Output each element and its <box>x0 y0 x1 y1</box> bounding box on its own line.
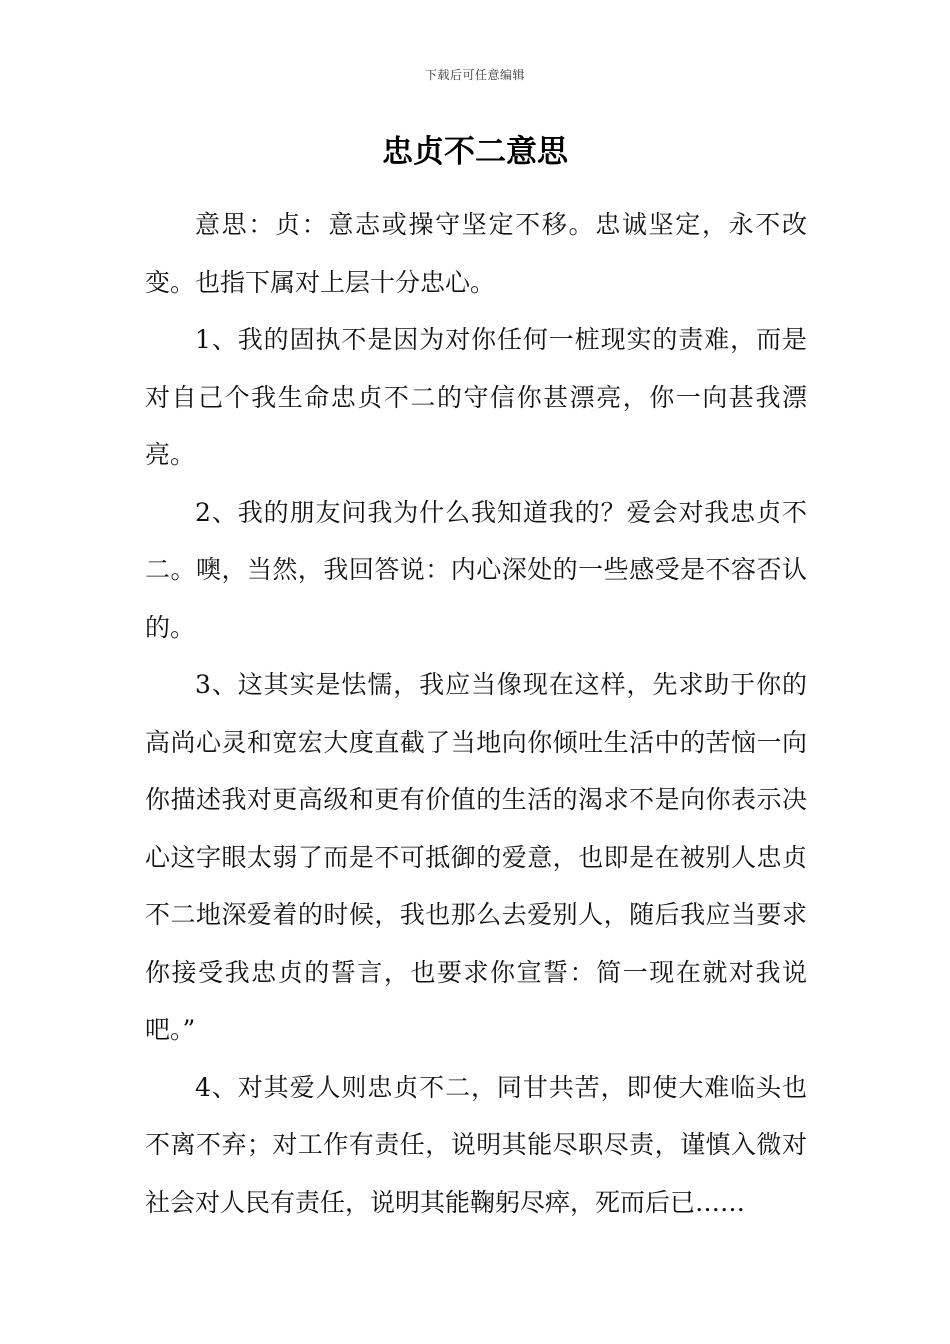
header-note: 下载后可任意编辑 <box>424 68 525 82</box>
paragraph-example-4: 4、对其爱人则忠贞不二，同甘共苦，即使大难临头也不离不弃；对工作有责任，说明其能尽职尽责，谨慎入微对社会对人民有责任，说明其能鞠躬尽瘁，死而后已…… <box>145 1072 807 1217</box>
document-title: 忠贞不二意思 <box>382 134 568 170</box>
document-body <box>145 196 807 1231</box>
paragraph-meaning: 意思：贞：意志或操守坚定不移。忠诚坚定，永不改变。也指下属对上层十分忠心。 <box>145 210 807 297</box>
paragraph-example-2: 2、我的朋友问我为什么我知道我的？爱会对我忠贞不二。噢，当然，我回答说：内心深处的一些感受是不容否认的。 <box>145 497 807 642</box>
paragraph-example-1: 1、我的固执不是因为对你任何一桩现实的责难，而是对自己个我生命忠贞不二的守信你甚漂亮，你一向甚我漂亮。 <box>145 325 807 469</box>
paragraph-example-3: 3、这其实是怯懦，我应当像现在这样，先求助于你的高尚心灵和宽宏大度直截了当地向你倾吐生活中的苦恼一向你描述我对更高级和更有价值的生活的渴求不是向你表示决心这字眼太弱了而是不可抵御的爱意，也即是在被别人忠贞不二地深爱着的时候，我也那么去爱别人，随后我应当要求你接受我忠贞的誓言，也要求你宣誓：简一现在就对我说吧。” <box>145 670 807 1044</box>
